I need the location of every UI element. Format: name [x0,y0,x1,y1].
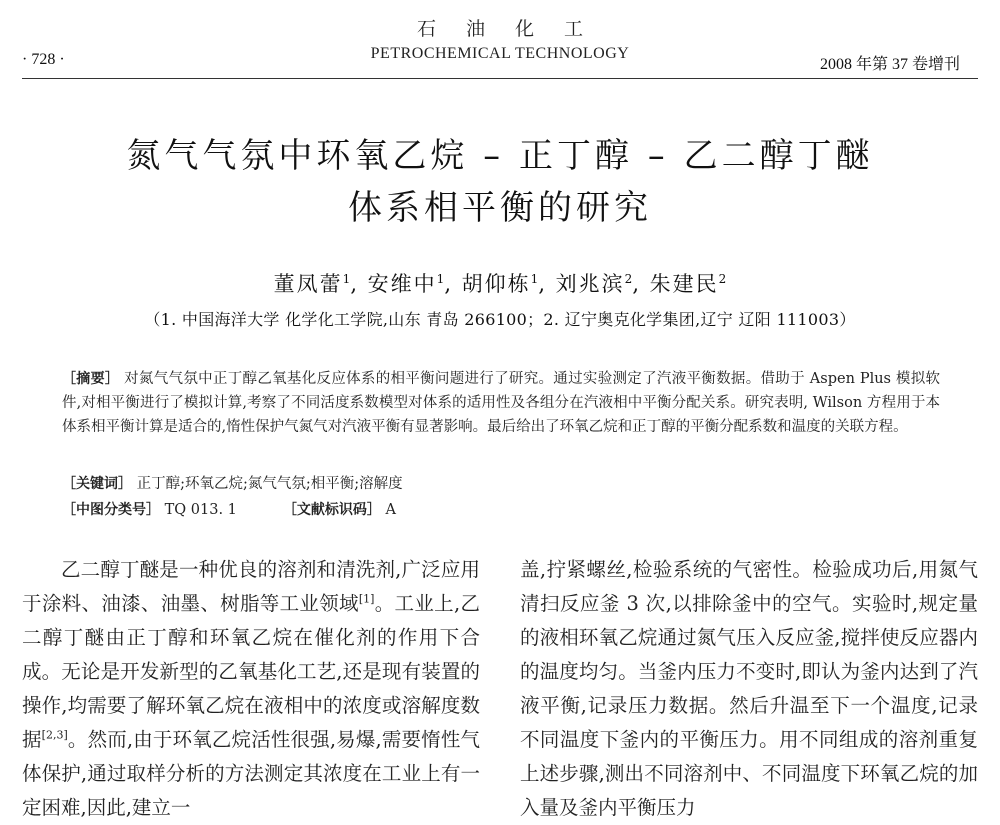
author-name: 安维中 [367,272,437,296]
keywords-text: 正丁醇;环氧乙烷;氮气气氛;相平衡;溶解度 [136,476,403,492]
author-affiliation-mark: 2 [718,272,727,286]
author-affiliation-mark: 1 [342,272,351,286]
body-paragraph [520,553,978,825]
keywords-label: ［关键词］ [62,476,132,492]
doc-code-value: A [385,502,396,518]
body-column-left [22,553,480,825]
body-paragraph [22,553,480,825]
page-number: · 728 · [22,51,65,68]
abstract-label: ［摘要］ [62,371,120,387]
journal-name-english: PETROCHEMICAL TECHNOLOGY [370,45,630,62]
keywords [62,472,940,496]
classification [62,498,940,522]
author-affiliation-mark: 1 [436,272,445,286]
body-column-right [520,553,978,825]
journal-name-chinese: 石油化工 [416,18,613,40]
body-text: 盖,拧紧螺丝,检验系统的气密性。检验成功后,用氮气清扫反应釜 3 次,以排除釜中的空气。实验时,规定量的液相环氧乙烷通过氮气压入反应釜,搅拌使反应器内的温度均匀。当釜内压力不变时,即认为釜内达到了汽液平衡,记录压力数据。然后升温至下一个温度,记录不同温度下釜内的平衡压力。用不同组成的溶剂重复上述步骤,测出不同溶剂中、不同温度下环氧乙烷的加入量及釜内平衡压力 [520,558,978,819]
author-name: 刘兆滨 [555,272,625,296]
author-name: 胡仰栋 [461,272,531,296]
header-rule [22,78,978,79]
abstract [62,367,940,439]
author-name: 董凤蕾 [273,272,343,296]
body-text: 乙二醇丁醚是一种优良的溶剂和清洗剂,广泛应用于涂料、油漆、油墨、树脂等工业领域 [22,558,480,615]
clc-value: TQ 013. 1 [164,502,237,518]
affiliations: （1. 中国海洋大学 化学化工学院,山东 青岛 266100；2. 辽宁奥克化学集团,辽宁 辽阳 111003） [144,310,856,329]
title-line-2: 体系相平衡的研究 [348,188,652,228]
citation-ref: [1] [358,592,375,606]
issue-info: 2008 年第 37 卷增刊 [819,56,960,73]
body-text: 。工业上,乙二醇丁醚由正丁醇和环氧乙烷在催化剂的作用下合成。无论是开发新型的乙氧基化工艺,还是现有装置的操作,均需要了解环氧乙烷在液相中的浓度或溶解度数据 [22,592,480,751]
article-title [0,130,1000,234]
doc-code-label: ［文献标识码］ [282,502,381,518]
title-line-1: 氮气气氛中环氧乙烷 – 正丁醇 – 乙二醇丁醚 [126,136,874,176]
abstract-text: 对氮气气氛中正丁醇乙氧基化反应体系的相平衡问题进行了研究。通过实验测定了汽液平衡数据。借助于 Aspen Plus 模拟软件,对相平衡进行了模拟计算,考察了不同活度系数模型对体系的适用性及各组分在汽液相中平衡分配关系。研究表明, Wilson 方程用于本体系相平衡计算是适合的,惰性保护气氮气对汽液平衡有显著影响。最后给出了环氧乙烷和正丁醇的平衡分配系数和温度的关联方程。 [62,371,941,435]
author-affiliation-mark: 1 [530,272,539,286]
citation-ref: [2,3] [41,728,68,742]
body-text: 。然而,由于环氧乙烷活性很强,易爆,需要惰性气体保护,通过取样分析的方法测定其浓度在工业上有一定困难,因此,建立一 [22,728,480,819]
author-affiliation-mark: 2 [624,272,633,286]
author-name: 朱建民 [649,272,719,296]
author-list: 董凤蕾$^1$, 安维中$^1$, 胡仰栋$^1$, 刘兆滨$^2$, 朱建民$^2$ [273,272,727,296]
clc-label: ［中图分类号］ [62,502,160,518]
